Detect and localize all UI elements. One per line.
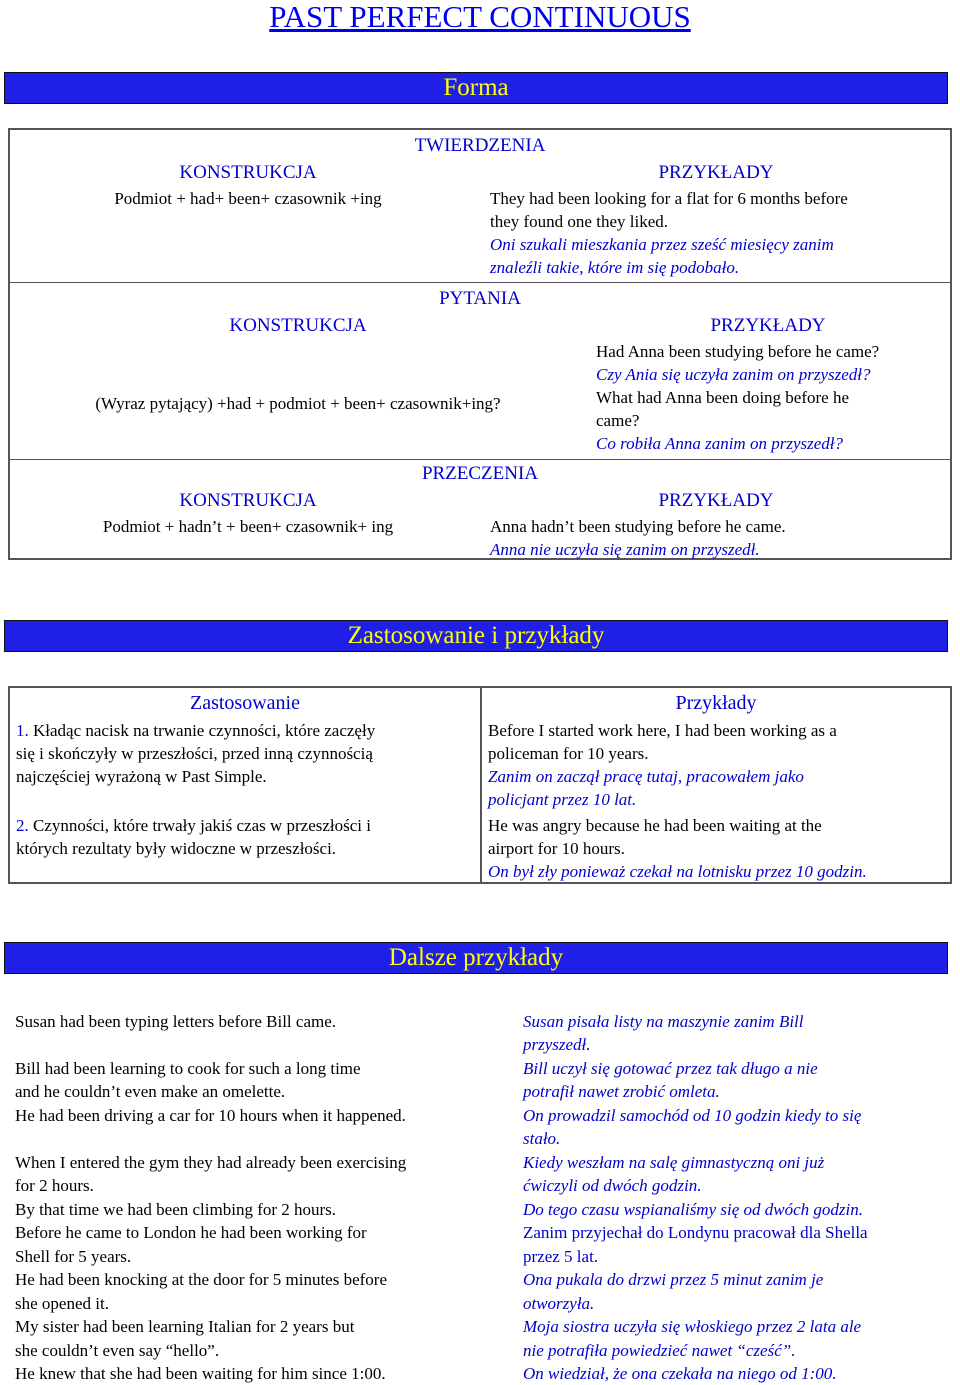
usage-line: się i skończyły w przeszłości, przed inną czynnością	[16, 744, 373, 763]
row-number: 1.	[16, 721, 29, 740]
column-divider	[480, 688, 482, 882]
example-pl-line: Susan pisała listy na maszynie zanim Bill	[523, 1012, 804, 1031]
example-pl-line: znaleźli takie, które im się podobało.	[490, 258, 740, 277]
usage-row-2	[16, 814, 476, 860]
example-en-line: He knew that she had been waiting for him since 1:00.	[15, 1364, 386, 1383]
example-pl-line: nie potrafiła powiedzieć nawet “cześć”.	[523, 1341, 796, 1360]
example-pl-line: przez 5 lat.	[523, 1247, 599, 1266]
usage-line: najczęściej wyrażoną w Past Simple.	[16, 767, 267, 786]
example-pl-line: ćwiczyli od dwóch godzin.	[523, 1176, 702, 1195]
example-en-line: Anna hadn’t been studying before he came.	[490, 517, 786, 536]
przeczenia-konstrukcja-label: KONSTRUKCJA	[179, 490, 317, 511]
example-en-line: Shell for 5 years.	[15, 1247, 132, 1266]
example-en-line: Susan had been typing letters before Bill came.	[15, 1012, 337, 1031]
example-en-line: My sister had been learning Italian for 2 years but	[15, 1317, 355, 1336]
twierdzenia-przyklady-label: PRZYKŁADY	[658, 162, 774, 183]
forma-banner: Forma	[4, 72, 948, 104]
usage-line: Kładąc nacisk na trwanie czynności, które zaczęły	[33, 721, 376, 740]
example-pl-line: Zanim on zaczął pracę tutaj, pracowałem jako	[488, 767, 804, 786]
example-pl-line: On wiedział, że ona czekała na niego od 1:00.	[523, 1364, 837, 1383]
example-pl-line: Kiedy weszłam na salę gimnastyczną oni już	[523, 1153, 825, 1172]
example-en-line: He had been knocking at the door for 5 minutes before	[15, 1270, 387, 1289]
dalsze-banner: Dalsze przykłady	[4, 942, 948, 974]
example-pl-line: policjant przez 10 lat.	[488, 790, 637, 809]
example-en-line: He had been driving a car for 10 hours when it happened.	[15, 1106, 406, 1125]
pytania-przyklady-label: PRZYKŁADY	[710, 315, 826, 336]
pytania-heading: PYTANIA	[439, 288, 521, 309]
example-en-line: He was angry because he had been waiting at the	[488, 816, 822, 835]
example-pl-line: Do tego czasu wspianaliśmy się od dwóch godzin.	[523, 1200, 863, 1219]
example-pl-line: Co robiła Anna zanim on przyszedł?	[596, 434, 843, 453]
col-header-przyklady: Przykłady	[675, 692, 757, 714]
pytania-konstrukcja-label: KONSTRUKCJA	[229, 315, 367, 336]
example-en-line: airport for 10 hours.	[488, 839, 625, 858]
example-pl-line: Anna nie uczyła się zanim on przyszedł.	[490, 540, 760, 559]
przeczenia-construction: Podmiot + hadn’t + been+ czasownik+ ing	[102, 517, 394, 536]
example-pl-line: stało.	[523, 1129, 561, 1148]
page-title: PAST PERFECT CONTINUOUS	[269, 0, 691, 34]
example-en-line: they found one they liked.	[490, 212, 668, 231]
twierdzenia-construction: Podmiot + had+ been+ czasownik +ing	[114, 189, 382, 208]
example-row-2	[488, 814, 950, 883]
usage-line: których rezultaty były widoczne w przeszłości.	[16, 839, 337, 858]
example-en-line: came?	[596, 411, 640, 430]
example-row-1	[488, 719, 950, 811]
example-en-line: Had Anna been studying before he came?	[596, 342, 880, 361]
example-en-line: By that time we had been climbing for 2 hours.	[15, 1200, 337, 1219]
example-pl-line: Zanim przyjechał do Londynu pracował dla Shella	[523, 1223, 868, 1242]
divider	[10, 282, 950, 283]
twierdzenia-konstrukcja-label: KONSTRUKCJA	[179, 162, 317, 183]
twierdzenia-example	[490, 187, 950, 279]
zastosowanie-banner: Zastosowanie i przykłady	[4, 620, 948, 652]
example-en-line: When I entered the gym they had already been exercising	[15, 1153, 407, 1172]
example-en-line: policeman for 10 years.	[488, 744, 649, 763]
example-en-line: What had Anna been doing before he	[596, 388, 850, 407]
pytania-construction: (Wyraz pytający) +had + podmiot + been+ czasownik+ing?	[95, 394, 501, 413]
example-pl-line: przyszedł.	[523, 1035, 591, 1054]
example-en-line: for 2 hours.	[15, 1176, 94, 1195]
col-header-zastosowanie: Zastosowanie	[190, 692, 300, 714]
example-pl-line: Oni szukali mieszkania przez sześć miesięcy zanim	[490, 235, 834, 254]
example-pl-line: Czy Ania się uczyła zanim on przyszedł?	[596, 365, 871, 384]
example-pl-line: otworzyła.	[523, 1294, 595, 1313]
example-en-line: she couldn’t even say “hello”.	[15, 1341, 220, 1360]
example-en-line: Bill had been learning to cook for such a long time	[15, 1059, 361, 1078]
usage-row-1	[16, 719, 476, 788]
pytania-examples	[596, 340, 950, 455]
example-pl-line: On prowadzil samochód od 10 godzin kiedy to się	[523, 1106, 862, 1125]
divider	[10, 459, 950, 460]
forma-table	[8, 128, 952, 560]
example-pl-line: Bill uczył się gotować przez tak długo a nie	[523, 1059, 818, 1078]
twierdzenia-heading: TWIERDZENIA	[414, 135, 546, 156]
example-en-line: and he couldn’t even make an omelette.	[15, 1082, 286, 1101]
zastosowanie-table	[8, 686, 952, 884]
example-pl-line: potrafił nawet zrobić omleta.	[523, 1082, 720, 1101]
usage-line: Czynności, które trwały jakiś czas w przeszłości i	[33, 816, 372, 835]
przeczenia-example	[490, 515, 950, 561]
example-en-line: Before I started work here, I had been working as a	[488, 721, 837, 740]
example-pl-line: Ona pukala do drzwi przez 5 minut zanim je	[523, 1270, 824, 1289]
przeczenia-przyklady-label: PRZYKŁADY	[658, 490, 774, 511]
example-pl-line: Moja siostra uczyła się włoskiego przez 2 lata ale	[523, 1317, 862, 1336]
example-en-line: Before he came to London he had been working for	[15, 1223, 367, 1242]
example-en-line: They had been looking for a flat for 6 months before	[490, 189, 848, 208]
row-number: 2.	[16, 816, 29, 835]
przeczenia-heading: PRZECZENIA	[421, 463, 539, 484]
example-pl-line: On był zły ponieważ czekał na lotnisku przez 10 godzin.	[488, 862, 867, 881]
example-en-line: she opened it.	[15, 1294, 109, 1313]
